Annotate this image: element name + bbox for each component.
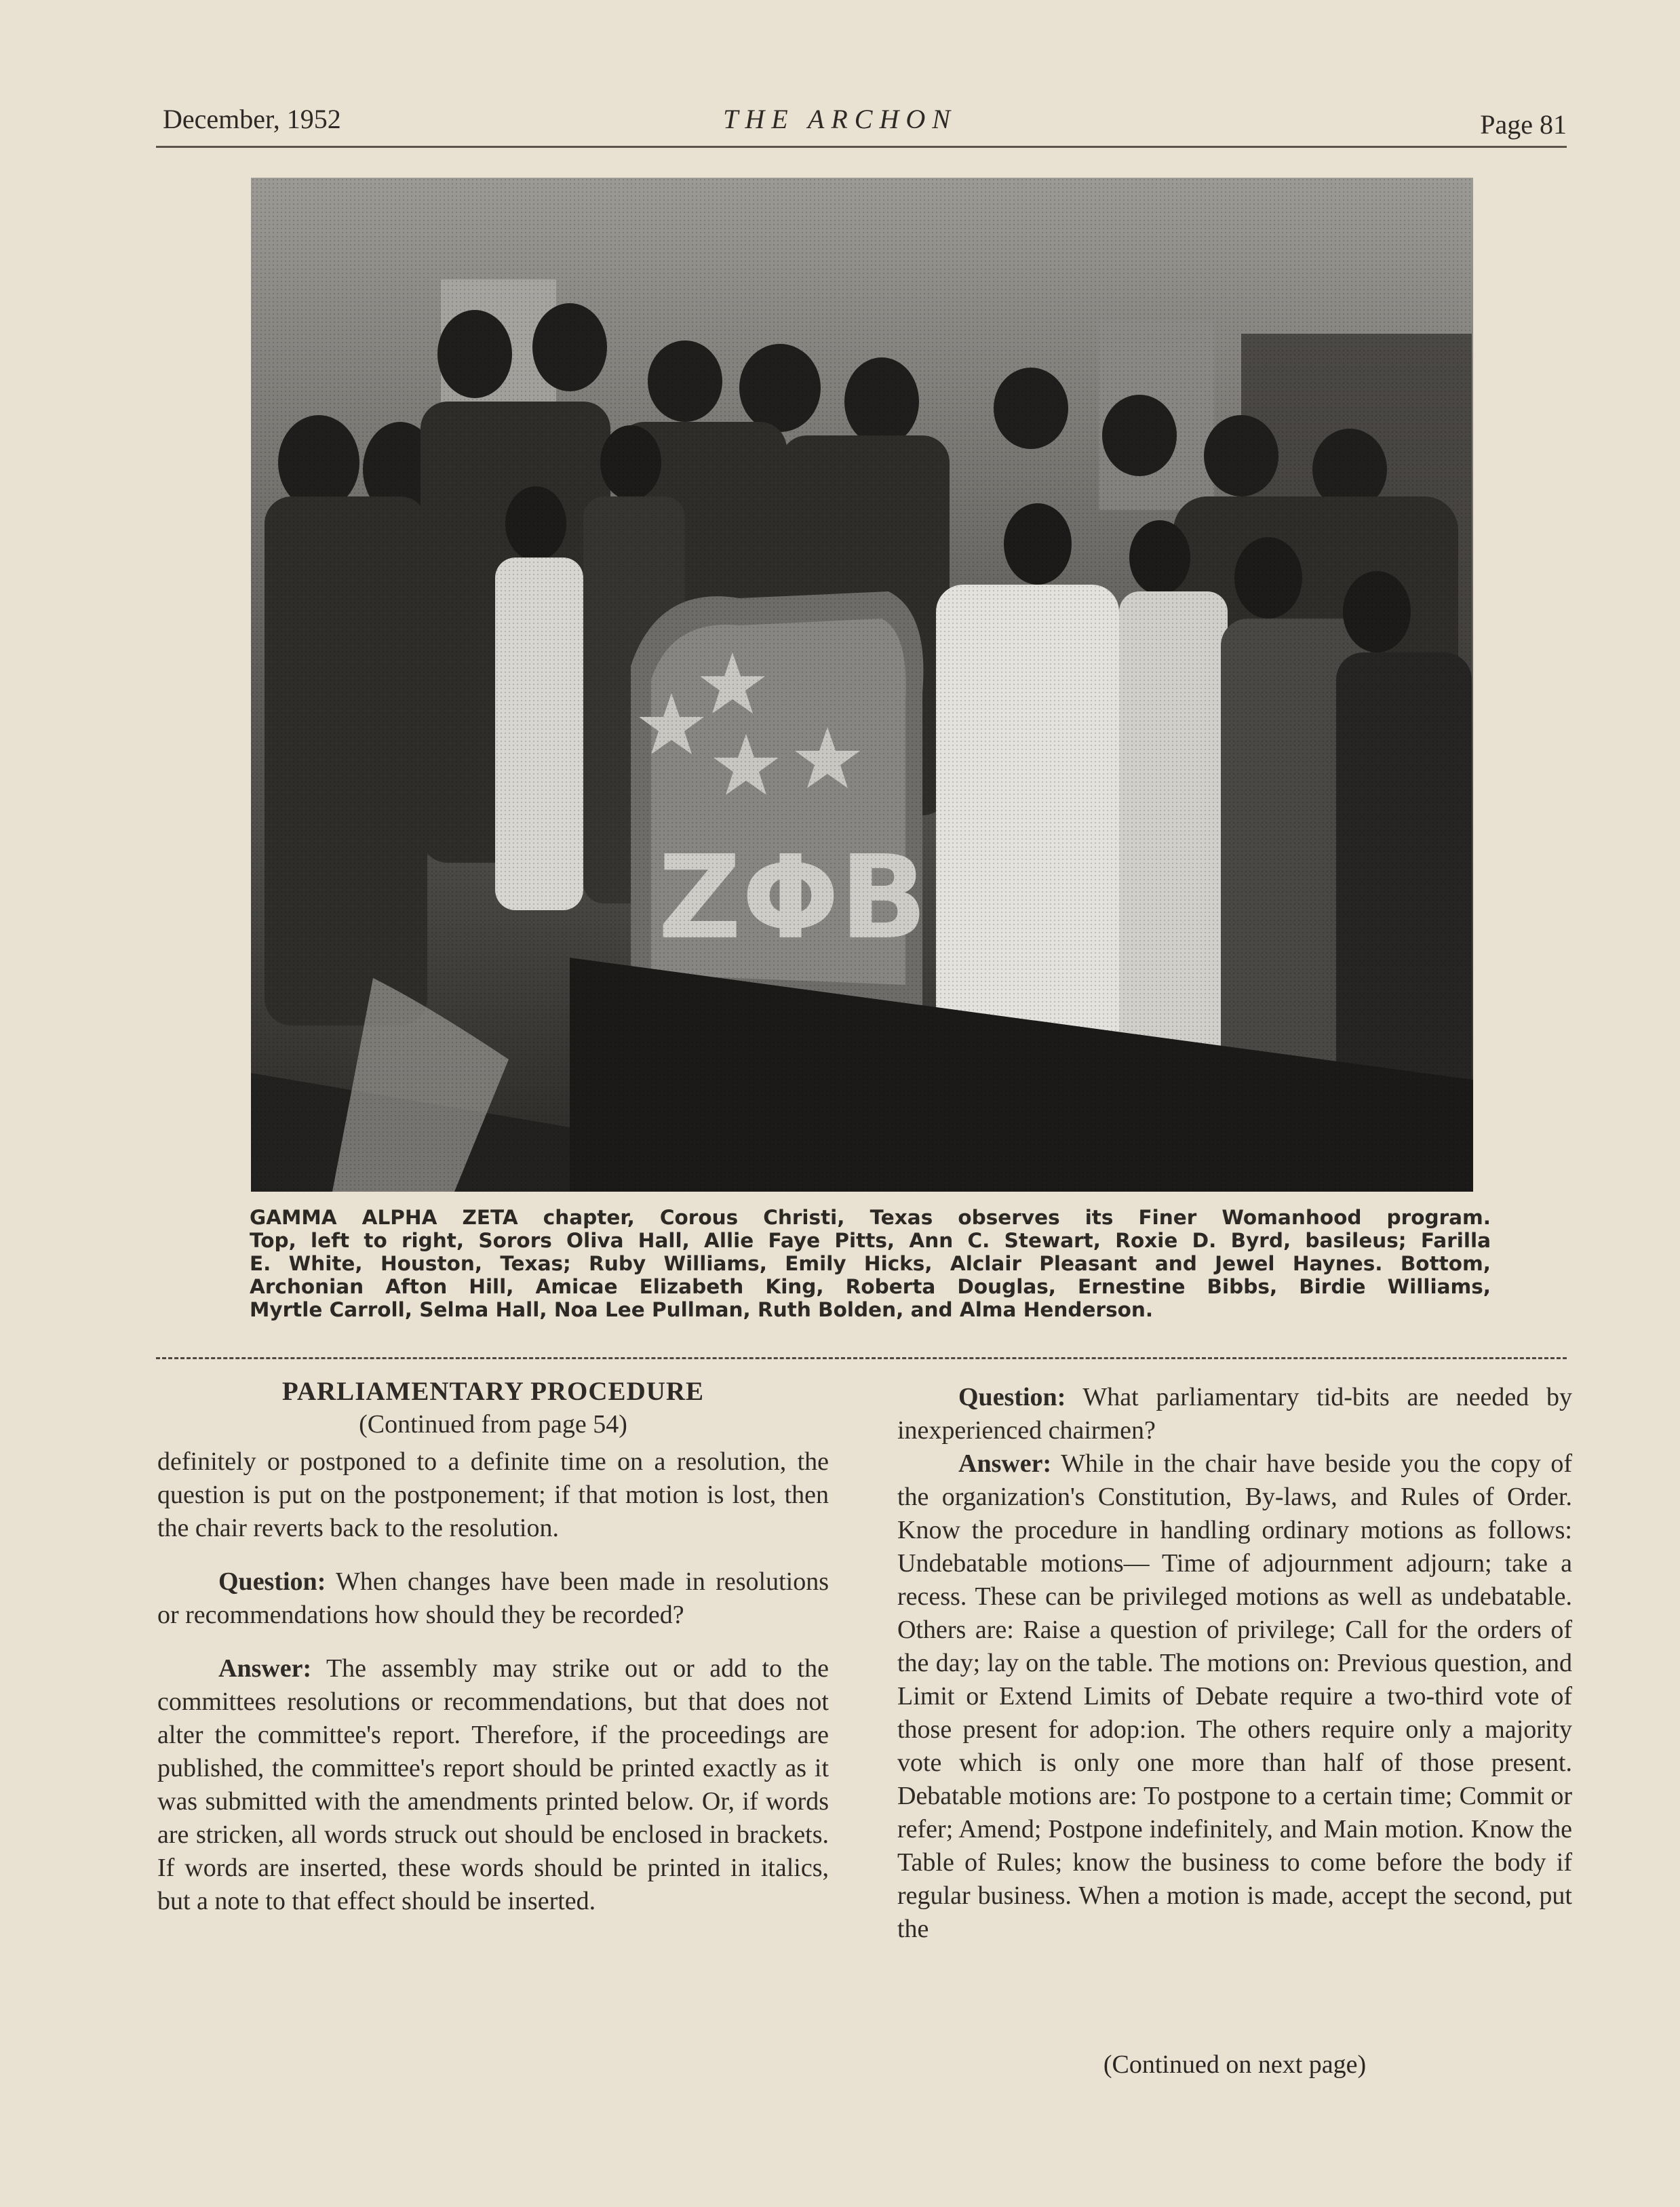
- continued-note: (Continued on next page): [1103, 2050, 1367, 2079]
- header-publication-title: THE ARCHON: [723, 104, 957, 134]
- header-divider: [156, 146, 1567, 148]
- question-paragraph: [157, 1565, 829, 1632]
- question-paragraph: [897, 1381, 1572, 1447]
- answer-text: While in the chair have beside you the copy of the organization's Constitution, By-laws, and Rules of Order. Know the procedure in handling ordinary motions as follows: Undebatable motions— Time of adjournment adjourn; take a recess. These can be privileged motions as well as undebatable. Others are: Raise a question of privilege; Call for the orders of the day; lay on the table. The motions on: Previous question, and Limit or Extend Limits of Debate require a two-third vote of those present for adop:ion. The others require only a majority vote which is only one more than half of those present. Debatable motions are: To postpone to a certain time; Commit or refer; Amend; Postpone indefinitely, and Main motion. Know the Table of Rules; know the business to come before the body if regular business. When a motion is made, accept the second, put the: [897, 1449, 1572, 1943]
- answer-label: Answer:: [958, 1449, 1052, 1478]
- answer-text: The assembly may strike out or add to the committees resolutions or recommendations, but that does not alter the committee's report. Therefore, if the proceedings are published, the committee's report should be printed exactly as it was submitted with the amendments printed below. Or, if words are stricken, all words struck out should be enclosed in brackets. If words are inserted, these words should be printed in italics, but a note to that effect should be inserted.: [157, 1654, 829, 1915]
- answer-label: Answer:: [218, 1654, 312, 1683]
- article-title: PARLIAMENTARY PROCEDURE: [281, 1377, 705, 1406]
- caption-line: Top, left to right, Sorors Oliva Hall, Allie Faye Pitts, Ann C. Stewart, Roxie D. Byrd, basileus; Farilla: [250, 1229, 1491, 1252]
- header-date: December, 1952: [163, 104, 341, 134]
- question-label: Question:: [218, 1567, 326, 1596]
- photo-caption: [250, 1206, 1491, 1321]
- caption-line: Myrtle Carroll, Selma Hall, Noa Lee Pullman, Ruth Bolden, and Alma Henderson.: [250, 1298, 1154, 1321]
- question-text: What parliamentary tid-bits are needed by inexperienced chairmen?: [897, 1383, 1572, 1445]
- article-left-column: [157, 1375, 829, 1918]
- section-divider: [156, 1357, 1567, 1359]
- photo-illustration: [251, 178, 1473, 1192]
- caption-line: E. White, Houston, Texas; Ruby Williams, Emily Hicks, Alclair Pleasant and Jewel Haynes. Bottom,: [250, 1252, 1491, 1275]
- answer-paragraph: [157, 1652, 829, 1918]
- answer-paragraph: [897, 1447, 1572, 1946]
- caption-line: Archonian Afton Hill, Amicae Elizabeth King, Roberta Douglas, Ernestine Bibbs, Birdie Williams,: [250, 1275, 1491, 1298]
- article-right-column: [897, 1381, 1572, 1946]
- question-text: When changes have been made in resolutions or recommendations how should they be recorded?: [157, 1567, 829, 1629]
- question-label: Question:: [958, 1383, 1066, 1411]
- caption-line: GAMMA ALPHA ZETA chapter, Corous Christi, Texas observes its Finer Womanhood program.: [250, 1206, 1491, 1229]
- paragraph-continued: definitely or postponed to a definite time on a resolution, the question is put on the postponement; if that motion is lost, then the chair reverts back to the resolution.: [157, 1447, 829, 1542]
- article-continuation-note: (Continued from page 54): [359, 1410, 627, 1439]
- group-photograph: [251, 178, 1473, 1192]
- header-page-number: Page 81: [1480, 109, 1567, 140]
